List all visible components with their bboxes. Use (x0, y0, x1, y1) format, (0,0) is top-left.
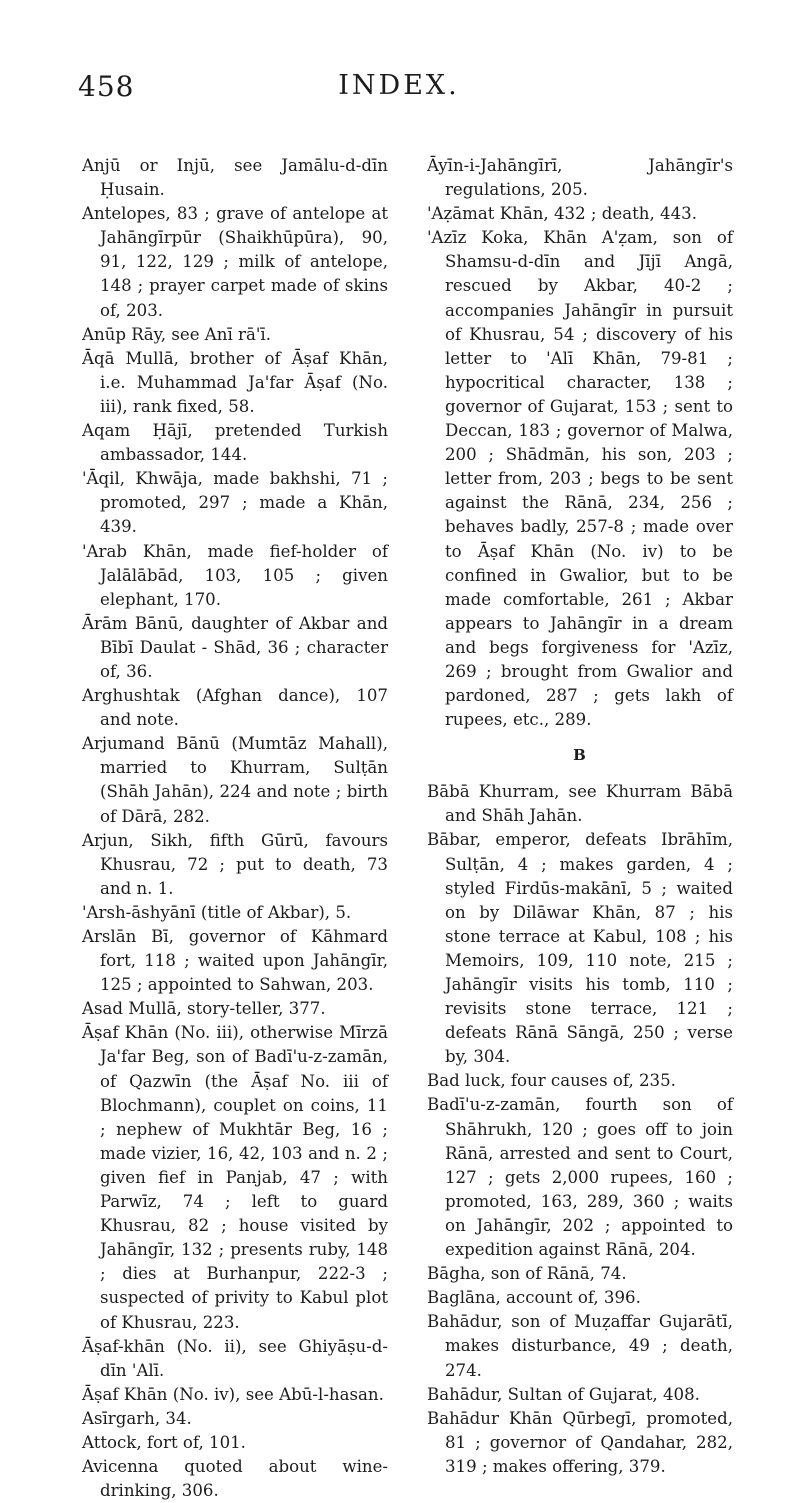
index-entry: Bahādur, Sultan of Gujarat, 408. (427, 1384, 700, 1404)
running-title: INDEX. (338, 70, 460, 101)
index-entry: Āṣaf-khān (No. ii), see Ghiyāṣu-d-dīn 'Alī. (82, 1336, 388, 1380)
index-entry: Anjū or Injū, see Jamālu-d-dīn Ḥusain. (82, 156, 388, 200)
index-entry: Antelopes, 83 ; grave of antelope at Jahāngīrpūr (Shaikhūpūra), 90, 91, 122, 129 ; milk of antelope, 148 ; prayer carpet made of skins of, 203. (82, 204, 388, 320)
index-entry: Arjun, Sikh, fifth Gūrū, favours Khusrau, 72 ; put to death, 73 and n. 1. (82, 830, 388, 898)
page-header (78, 70, 720, 110)
index-entry: 'Arab Khān, made fief-holder of Jalālābād, 103, 105 ; given elephant, 170. (82, 541, 388, 609)
index-entry: 'Aẓāmat Khān, 432 ; death, 443. (427, 204, 697, 224)
index-entry: Bahādur Khān Qūrbegī, promoted, 81 ; governor of Qandahar, 282, 319 ; makes offering, 379. (427, 1408, 733, 1476)
left-column (82, 154, 388, 1503)
index-entry: Avicenna quoted about wine-drinking, 306. (82, 1457, 388, 1501)
index-entry: Bāgha, son of Rānā, 74. (427, 1264, 627, 1284)
index-columns (82, 154, 733, 1501)
index-entry: Bābā Khurram, see Khurram Bābā and Shāh Jahān. (427, 782, 733, 826)
index-entry: 'Āqil, Khwāja, made bakhshi, 71 ; promoted, 297 ; made a Khān, 439. (82, 469, 388, 537)
index-entry: Asīrgarh, 34. (82, 1408, 192, 1428)
page-number: 458 (78, 70, 135, 103)
index-entry: Āṣaf Khān (No. iv), see Abū-l-hasan. (82, 1384, 384, 1404)
index-entry: Āqā Mullā, brother of Āṣaf Khān, i.e. Muhammad Ja'far Āṣaf (No. iii), rank fixed, 58. (82, 348, 388, 416)
index-entry: 'Azīz Koka, Khān A'ẓam, son of Shamsu-d-dīn and Jījī Angā, rescued by Akbar, 40-2 ; accompanies Jahāngīr in pursuit of Khusrau, 54 ; discovery of his letter to 'Alī Khān, 79-81 ; hypocritical character, 138 ; governor of Gujarat, 153 ; sent to Deccan, 183 ; governor of Malwa, 200 ; Shādmān, his son, 203 ; letter from, 203 ; begs to be sent against the Rānā, 234, 256 ; behaves badly, 257-8 ; made over to Āṣaf Khān (No. iv) to be confined in Gwalior, but to be made comfortable, 261 ; Akbar appears to Jahāngīr in a dream and begs forgiveness for 'Azīz, 269 ; brought from Gwalior and pardoned, 287 ; gets lakh of rupees, etc., 289. (427, 228, 733, 730)
index-entry: Anūp Rāy, see Anī rā'ī. (82, 324, 272, 344)
right-column (427, 154, 733, 1479)
index-entry: Arjumand Bānū (Mumtāz Mahall), married to Khurram, Sulṭān (Shāh Jahān), 224 and note ; birth of Dārā, 282. (82, 734, 388, 826)
section-letter-heading: B (573, 746, 587, 765)
index-entry: Baglāna, account of, 396. (427, 1288, 641, 1308)
index-entry: Arghushtak (Afghan dance), 107 and note. (82, 686, 388, 730)
index-entry: Ārām Bānū, daughter of Akbar and Bībī Daulat - Shād, 36 ; character of, 36. (82, 613, 388, 681)
index-entry: Bābar, emperor, defeats Ibrāhīm, Sulṭān, 4 ; makes garden, 4 ; styled Firdūs-makānī, 5 ; waited on by Dilāwar Khān, 87 ; his stone terrace at Kabul, 108 ; his Memoirs, 109, 110 note, 215 ; Jahāngīr visits his tomb, 110 ; revisits stone terrace, 121 ; defeats Rānā Sāngā, 250 ; verse by, 304. (427, 830, 733, 1067)
index-entry: Āyīn-i-Jahāngīrī, Jahāngīr's regulations, 205. (427, 156, 733, 200)
index-entry: Arslān Bī, governor of Kāhmard fort, 118 ; waited upon Jahāngīr, 125 ; appointed to Sahwan, 203. (82, 927, 388, 995)
index-entry: Bahādur, son of Muẓaffar Gujarātī, makes disturbance, 49 ; death, 274. (427, 1312, 733, 1380)
index-entry: Aqam Ḥājī, pretended Turkish ambassador, 144. (82, 421, 388, 465)
index-entry: 'Arsh-āshyānī (title of Akbar), 5. (82, 902, 352, 922)
index-entry: Āṣaf Khān (No. iii), otherwise Mīrzā Ja'far Beg, son of Badī'u-z-zamān, of Qazwīn (the Āṣaf No. iii of Blochmann), couplet on coins, 11 ; nephew of Mukhtār Beg, 16 ; made vizier, 16, 42, 103 and n. 2 ; given fief in Panjab, 47 ; with Parwīz, 74 ; left to guard Khusrau, 82 ; house visited by Jahāngīr, 132 ; presents ruby, 148 ; dies at Burhanpur, 222-3 ; suspected of privity to Kabul plot of Khusrau, 223. (82, 1023, 388, 1332)
index-entry: Asad Mullā, story-teller, 377. (82, 999, 326, 1019)
index-entry: Attock, fort of, 101. (82, 1432, 246, 1452)
index-entry: Bad luck, four causes of, 235. (427, 1071, 676, 1091)
index-entry: Badī'u-z-zamān, fourth son of Shāhrukh, 120 ; goes off to join Rānā, arrested and sent to Court, 127 ; gets 2,000 rupees, 160 ; promoted, 163, 289, 360 ; waits on Jahāngīr, 202 ; appointed to expedition against Rānā, 204. (427, 1095, 733, 1260)
